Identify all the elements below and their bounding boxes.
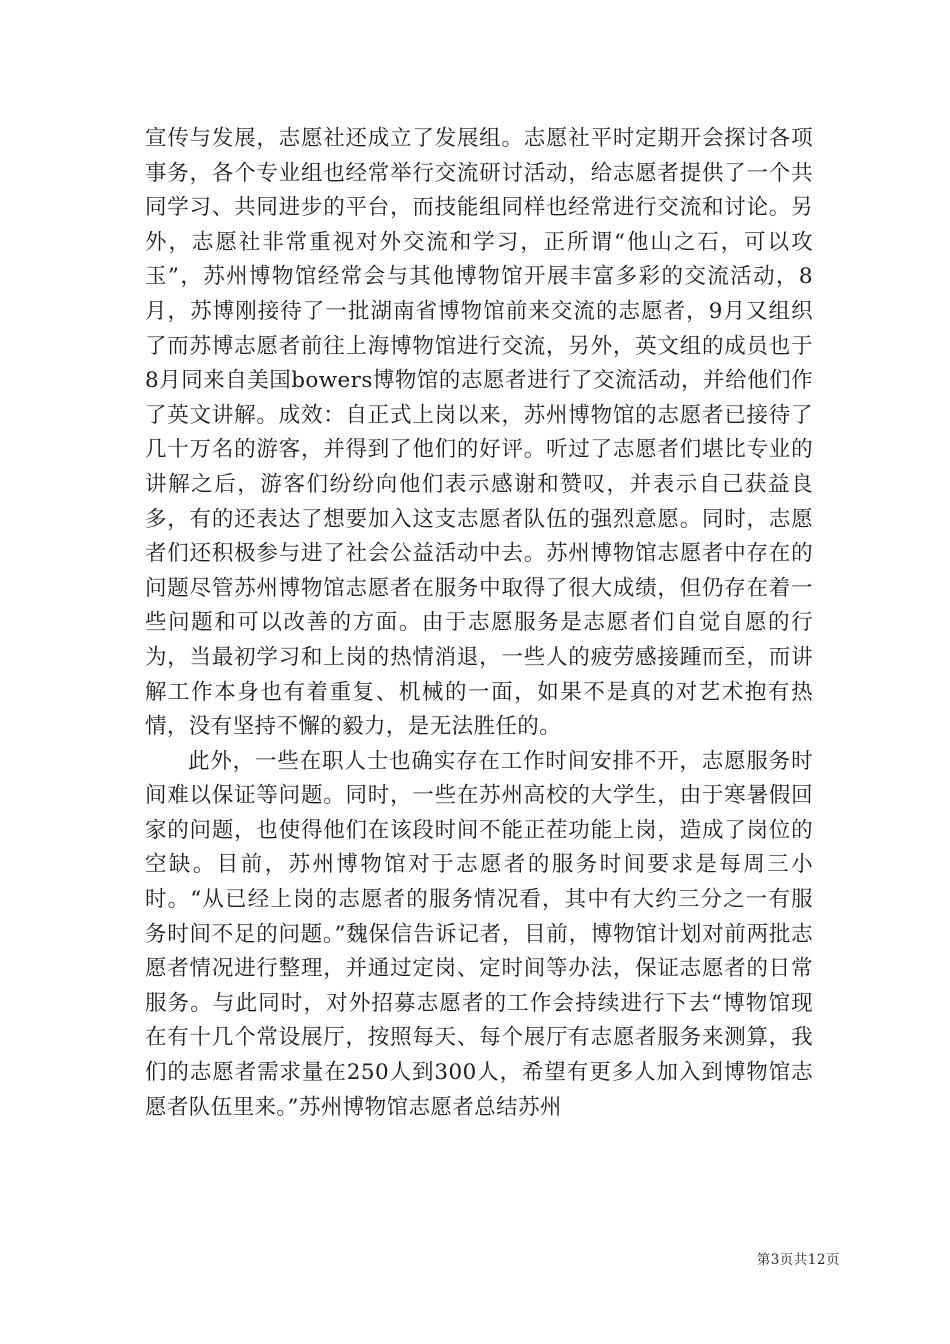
body-text: [145, 122, 813, 1125]
page-footer: 第3页共12页: [756, 1252, 840, 1268]
paragraph-1: 宣传与发展，志愿社还成立了发展组。志愿社平时定期开会探讨各项事务，各个专业组也经常举行交流研讨活动，给志愿者提供了一个共同学习、共同进步的平台，而技能组同样也经常进行交流和讨论。另外，志愿社非常重视对外交流和学习，正所谓“他山之石，可以攻玉”，苏州博物馆经常会与其他博物馆开展丰富多彩的交流活动，8月，苏博刚接待了一批湖南省博物馆前来交流的志愿者，9月又组织了而苏博志愿者前往上海博物馆进行交流，另外，英文组的成员也于8月同来自美国bowers博物馆的志愿者进行了交流活动，并给他们作了英文讲解。成效：自正式上岗以来，苏州博物馆的志愿者已接待了几十万名的游客，并得到了他们的好评。听过了志愿者们堪比专业的讲解之后，游客们纷纷向他们表示感谢和赞叹，并表示自己获益良多，有的还表达了想要加入这支志愿者队伍的强烈意愿。同时，志愿者们还积极参与进了社会公益活动中去。苏州博物馆志愿者中存在的问题尽管苏州博物馆志愿者在服务中取得了很大成绩，但仍存在着一些问题和可以改善的方面。由于志愿服务是志愿者们自觉自愿的行为，当最初学习和上岗的热情消退，一些人的疲劳感接踵而至，而讲解工作本身也有着重复、机械的一面，如果不是真的对艺术抱有热情，没有坚持不懈的毅力，是无法胜任的。: [145, 126, 813, 740]
paragraph-2: 此外，一些在职人士也确实存在工作时间安排不开，志愿服务时间难以保证等问题。同时，一些在苏州高校的大学生，由于寒暑假回家的问题，也使得他们在该段时间不能正茬功能上岗，造成了岗位的空缺。目前，苏州博物馆对于志愿者的服务时间要求是每周三小时。“从已经上岗的志愿者的服务情况看，其中有大约三分之一有服务时间不足的问题。”魏保信告诉记者，目前，博物馆计划对前两批志愿者情况进行整理，并通过定岗、定时间等办法，保证志愿者的日常服务。与此同时，对外招募志愿者的工作会持续进行下去“博物馆现在有十几个常设展厅，按照每天、每个展厅有志愿者服务来测算，我们的志愿者需求量在250人到300人，希望有更多人加入到博物馆志愿者队伍里来。”苏州博物馆志愿者总结苏州: [145, 748, 813, 1120]
